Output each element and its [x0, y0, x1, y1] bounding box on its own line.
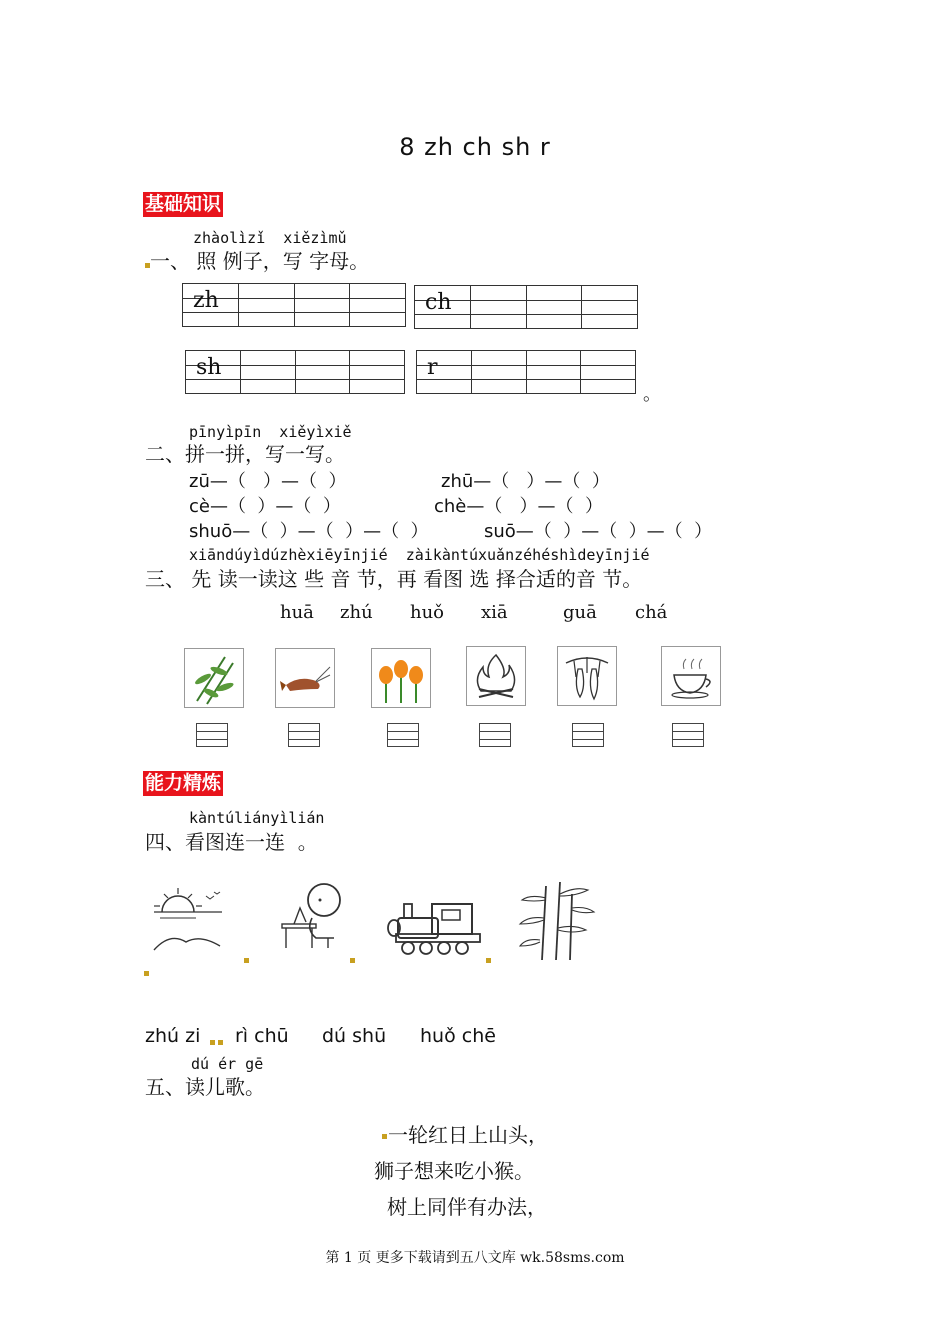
syllable: xiā [481, 602, 508, 623]
poem-line: 树上同伴有办法， [387, 1195, 547, 1219]
mark-icon [218, 1040, 223, 1045]
q3-label: 三、 先 读一读这 些 音 节，再 看图 选 择合适的音 节。 [145, 567, 643, 591]
q5-label: 五、读儿歌。 [145, 1075, 265, 1099]
syllable: zhú [340, 602, 373, 623]
q4-pinyin: kàntúliányìlián [189, 809, 325, 827]
sunrise-icon [150, 884, 225, 954]
q5-pinyin: dú ér gē [191, 1055, 264, 1073]
writing-grid-sh[interactable] [185, 350, 405, 394]
q2-line[interactable]: shuō—（ ）—（ ）—（ ） [189, 521, 429, 542]
answer-box[interactable] [672, 723, 704, 747]
poem-line: 狮子想来吃小猴。 [374, 1159, 534, 1183]
q3-pinyin: xiāndúyìdúzhèxiēyīnjié zàikàntúxuǎnzéhéshìdeyīnjié [189, 546, 650, 564]
grid-letter: sh [196, 355, 222, 380]
reading-child-icon [276, 878, 352, 950]
shrimp-icon [275, 648, 335, 708]
writing-grid-ch[interactable] [414, 285, 638, 329]
connect-word[interactable]: dú shū [322, 1025, 387, 1047]
melon-icon [557, 646, 617, 706]
train-icon [386, 898, 486, 958]
fire-icon [466, 646, 526, 706]
q2-line[interactable]: zū—（ ）—（ ） [189, 471, 347, 492]
syllable: chá [635, 602, 668, 623]
section-tag-basic: 基础知识 [145, 193, 222, 215]
mark-icon [486, 958, 491, 963]
mark-icon [350, 958, 355, 963]
q1-label [145, 245, 369, 274]
bamboo-icon [184, 648, 244, 708]
q2-label: 二、拼一拼，写一写。 [145, 442, 345, 466]
q2-line[interactable]: zhū—（ ）—（ ） [441, 471, 610, 492]
q1-pinyin: zhàolìzǐ xiězìmǔ [193, 229, 347, 247]
answer-box[interactable] [196, 723, 228, 747]
mark-icon [210, 1040, 215, 1045]
syllable: huǒ [410, 602, 445, 623]
page-title: 8 zh ch sh r [399, 133, 551, 161]
bamboo-icon [516, 878, 596, 962]
syllable: guā [563, 602, 597, 623]
mark-icon [244, 958, 249, 963]
q2-line[interactable]: cè—（ ）—（ ） [189, 496, 341, 517]
connect-word[interactable]: huǒ chē [420, 1025, 496, 1047]
answer-box[interactable] [387, 723, 419, 747]
tea-icon [661, 646, 721, 706]
mark-icon [144, 971, 149, 976]
answer-box[interactable] [572, 723, 604, 747]
grid-letter: r [427, 355, 438, 380]
q1-label-text: 一、 照 例子，写 字母。 [150, 249, 370, 273]
page-footer: 第 1 页 更多下载请到五八文库 wk.58sms.com [325, 1250, 625, 1266]
answer-box[interactable] [479, 723, 511, 747]
grid-letter: ch [425, 290, 452, 315]
q2-pinyin: pīnyìpīn xiěyìxiě [189, 423, 352, 441]
q1-end-mark: 。 [643, 384, 661, 405]
q4-label: 四、看图连一连 。 [145, 830, 318, 854]
answer-box[interactable] [288, 723, 320, 747]
writing-grid-zh[interactable] [182, 283, 406, 327]
connect-word[interactable]: zhú zi [145, 1025, 201, 1047]
section-tag-ability: 能力精炼 [145, 772, 222, 794]
writing-grid-r[interactable] [416, 350, 636, 394]
flowers-icon [371, 648, 431, 708]
syllable: huā [280, 602, 314, 623]
connect-word[interactable]: rì chū [235, 1025, 289, 1047]
poem-line: 一轮红日上山头， [388, 1123, 548, 1147]
q2-line[interactable]: chè—（ ）—（ ） [434, 496, 603, 517]
q2-line[interactable]: suō—（ ）—（ ）—（ ） [484, 521, 713, 542]
grid-letter: zh [193, 288, 219, 313]
mark-icon [382, 1134, 387, 1139]
